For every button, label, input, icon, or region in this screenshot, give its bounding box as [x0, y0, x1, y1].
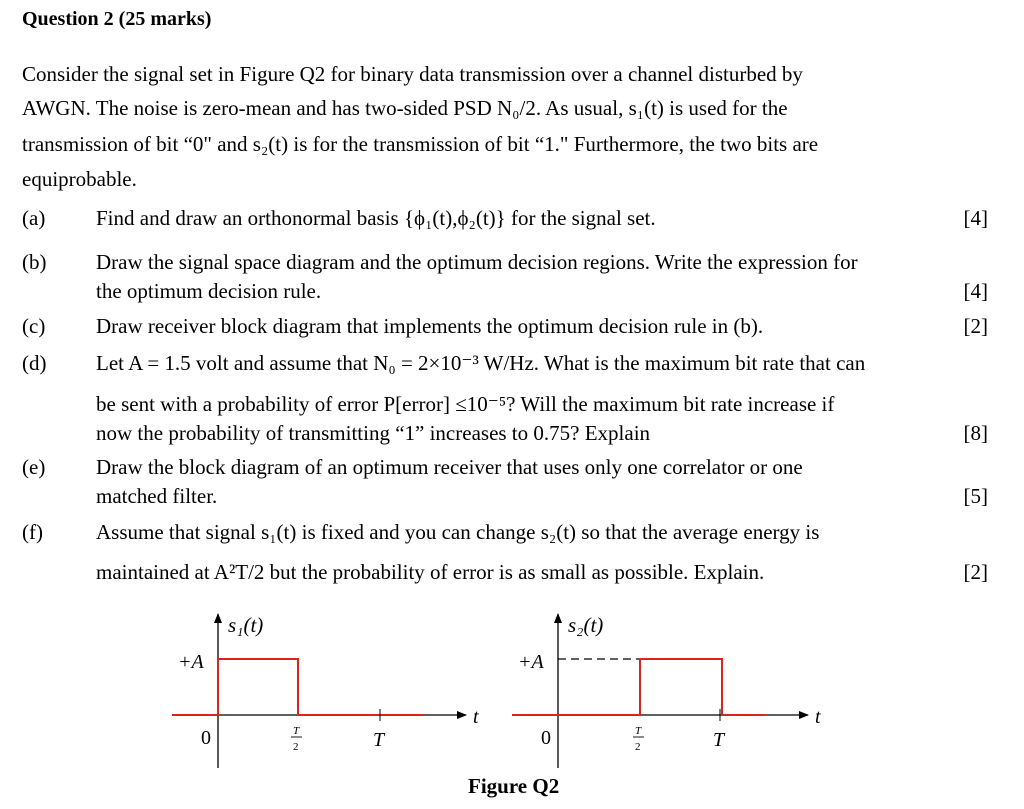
- plot2-origin: 0: [541, 727, 551, 749]
- part-f-text-1: Assume that signal s₁(t) is fixed and you can change s₂(t) so that the average energy is: [96, 520, 820, 544]
- intro-line-3: transmission of bit “0" and s₂(t) is for the transmission of bit “1." Furthermore, the two bits are: [22, 132, 819, 156]
- part-a-text: Find and draw an orthonormal basis {ϕ₁(t),ϕ₂(t)} for the signal set.: [96, 206, 656, 230]
- part-b-text-1: Draw the signal space diagram and the optimum decision regions. Write the expression for: [96, 250, 858, 274]
- part-c-label: (c): [22, 314, 46, 338]
- part-d-marks: [8]: [963, 421, 988, 445]
- part-d-text-2: be sent with a probability of error P[error] ≤10⁻⁵? Will the maximum bit rate increase if: [96, 392, 835, 416]
- plot1-half-num: T: [293, 725, 300, 737]
- plot2-half-num: T: [635, 725, 642, 737]
- part-f-text-2: maintained at A²T/2 but the probability of error is as small as possible. Explain.: [96, 560, 765, 584]
- part-b-label: (b): [22, 250, 47, 274]
- plot2-tick-T-label: T: [713, 729, 725, 751]
- plot1-half-den: 2: [293, 741, 299, 753]
- plot-s1: [172, 613, 479, 768]
- question-title: Question 2 (25 marks): [22, 8, 212, 30]
- part-d-text-3: now the probability of transmitting “1” increases to 0.75? Explain: [96, 421, 651, 445]
- plot2-half-den: 2: [635, 741, 641, 753]
- plot2-amp-label: +A: [518, 651, 544, 673]
- part-a-label: (a): [22, 206, 46, 230]
- plot1-amp-label: +A: [178, 651, 204, 673]
- figure-caption: Figure Q2: [468, 774, 560, 798]
- part-a-marks: [4]: [963, 206, 988, 230]
- plot2-xlabel: t: [815, 706, 821, 728]
- intro-line-4: equiprobable.: [22, 167, 137, 191]
- plot1-xlabel: t: [473, 706, 479, 728]
- plot1-ylabel: s₁(t): [228, 613, 264, 637]
- plot-s2: [512, 613, 821, 768]
- part-e-text-2: matched filter.: [96, 484, 218, 508]
- s2-waveform: [512, 659, 765, 715]
- part-e-label: (e): [22, 455, 46, 479]
- plot1-tick-T-label: T: [373, 729, 385, 751]
- part-b-text-2: the optimum decision rule.: [96, 279, 322, 303]
- part-e-text-1: Draw the block diagram of an optimum receiver that uses only one correlator or one: [96, 455, 803, 479]
- part-f-label: (f): [22, 520, 43, 544]
- s1-waveform: [172, 659, 424, 715]
- plot2-ylabel: s₂(t): [568, 613, 604, 637]
- plot1-origin: 0: [201, 727, 211, 749]
- part-c-marks: [2]: [963, 314, 988, 338]
- intro-line-2: AWGN. The noise is zero-mean and has two-sided PSD N₀/2. As usual, s₁(t) is used for the: [22, 96, 788, 120]
- part-e-marks: [5]: [963, 484, 988, 508]
- part-d-text-1: Let A = 1.5 volt and assume that N₀ = 2×10⁻³ W/Hz. What is the maximum bit rate that can: [96, 351, 866, 375]
- intro-line-1: Consider the signal set in Figure Q2 for binary data transmission over a channel disturbed by: [22, 62, 803, 86]
- part-d-label: (d): [22, 351, 47, 375]
- figure-q2: [0, 600, 1024, 775]
- part-c-text: Draw receiver block diagram that implements the optimum decision rule in (b).: [96, 314, 764, 338]
- part-b-marks: [4]: [963, 279, 988, 303]
- part-f-marks: [2]: [963, 560, 988, 584]
